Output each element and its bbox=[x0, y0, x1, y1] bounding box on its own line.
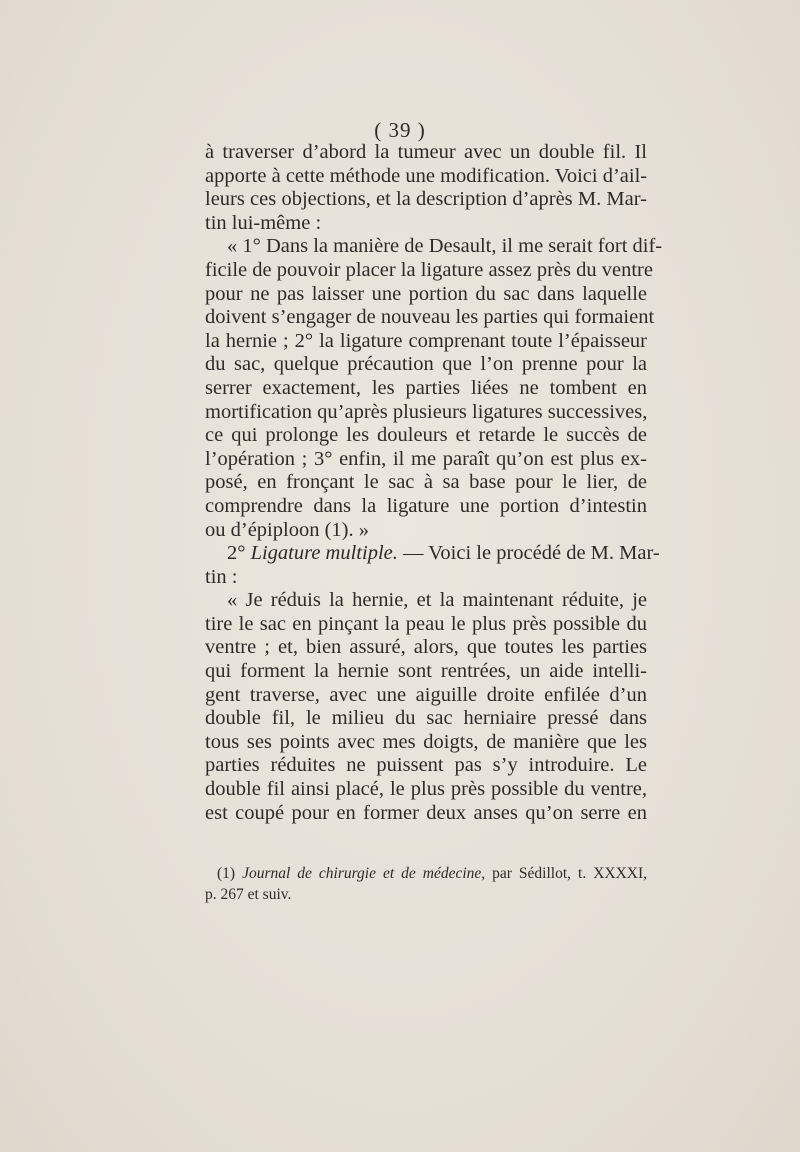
text-line: la hernie ; 2° la ligature comprenant toute l’épaisseur bbox=[205, 329, 647, 352]
footnote-journal: Journal de chirurgie et de médecine, bbox=[242, 865, 486, 882]
text-line: est coupé pour en former deux anses qu’on serre en bbox=[205, 801, 647, 824]
section-number: 2° bbox=[227, 542, 251, 565]
text-line: serrer exactement, les parties liées ne tombent en bbox=[205, 376, 647, 399]
section-intro: — Voici le procédé de M. Mar- bbox=[397, 542, 660, 565]
text-line: du sac, quelque précaution que l’on prenne pour la bbox=[205, 353, 647, 376]
text-line: pour ne pas laisser une portion du sac dans laquelle bbox=[205, 282, 647, 305]
text-line: ficile de pouvoir placer la ligature assez près du ventre bbox=[205, 258, 653, 281]
text-line: posé, en fronçant le sac à sa base pour le lier, de bbox=[205, 471, 647, 494]
text-line: apporte à cette méthode une modification. Voici d’ail- bbox=[205, 164, 648, 187]
footnote bbox=[205, 863, 647, 905]
text-line: double fil, le milieu du sac herniaire pressé dans bbox=[205, 707, 647, 730]
section-heading-line bbox=[205, 542, 660, 566]
text-line: tire le sac en pinçant la peau le plus près possible du bbox=[205, 612, 647, 635]
text-line: tin lui-même : bbox=[205, 211, 322, 234]
text-line: parties réduites ne puissent pas s’y introduire. Le bbox=[205, 754, 647, 777]
text-line: « Je réduis la hernie, et la maintenant réduite, je bbox=[227, 589, 647, 612]
text-line: à traverser d’abord la tumeur avec un double fil. Il bbox=[205, 141, 647, 163]
body-text bbox=[205, 141, 663, 825]
text-line: l’opération ; 3° enfin, il me paraît qu’on est plus ex- bbox=[205, 447, 647, 470]
footnote-line: p. 267 et suiv. bbox=[205, 886, 292, 903]
text-line: ventre ; et, bien assuré, alors, que toutes les parties bbox=[205, 636, 647, 659]
text-line: double fil ainsi placé, le plus près possible du ventre, bbox=[205, 778, 647, 801]
text-line: gent traverse, avec une aiguille droite enfilée d’un bbox=[205, 683, 647, 706]
text-line: ce qui prolonge les douleurs et retarde le succès de bbox=[205, 424, 647, 447]
text-line: comprendre dans la ligature une portion d’intestin bbox=[205, 494, 647, 517]
text-line: leurs ces objections, et la description d’après M. Mar- bbox=[205, 188, 647, 211]
footnote-line bbox=[205, 863, 647, 884]
footnote-marker: (1) bbox=[217, 865, 243, 882]
text-line: doivent s’engager de nouveau les parties qui formaient bbox=[205, 306, 655, 329]
text-line: « 1° Dans la manière de Desault, il me serait fort dif- bbox=[227, 235, 663, 258]
text-line: tous ses points avec mes doigts, de manière que les bbox=[205, 730, 647, 753]
section-title: Ligature multiple. bbox=[250, 542, 398, 565]
text-line: tin : bbox=[205, 565, 238, 588]
text-line: mortification qu’après plusieurs ligatures successives, bbox=[205, 400, 648, 423]
footnote-citation: par Sédillot, t. XXXXI, bbox=[485, 865, 647, 882]
page-number: ( 39 ) bbox=[374, 118, 426, 142]
text-line: qui forment la hernie sont rentrées, un aide intelli- bbox=[205, 660, 647, 683]
text-line: ou d’épiploon (1). » bbox=[205, 518, 369, 541]
